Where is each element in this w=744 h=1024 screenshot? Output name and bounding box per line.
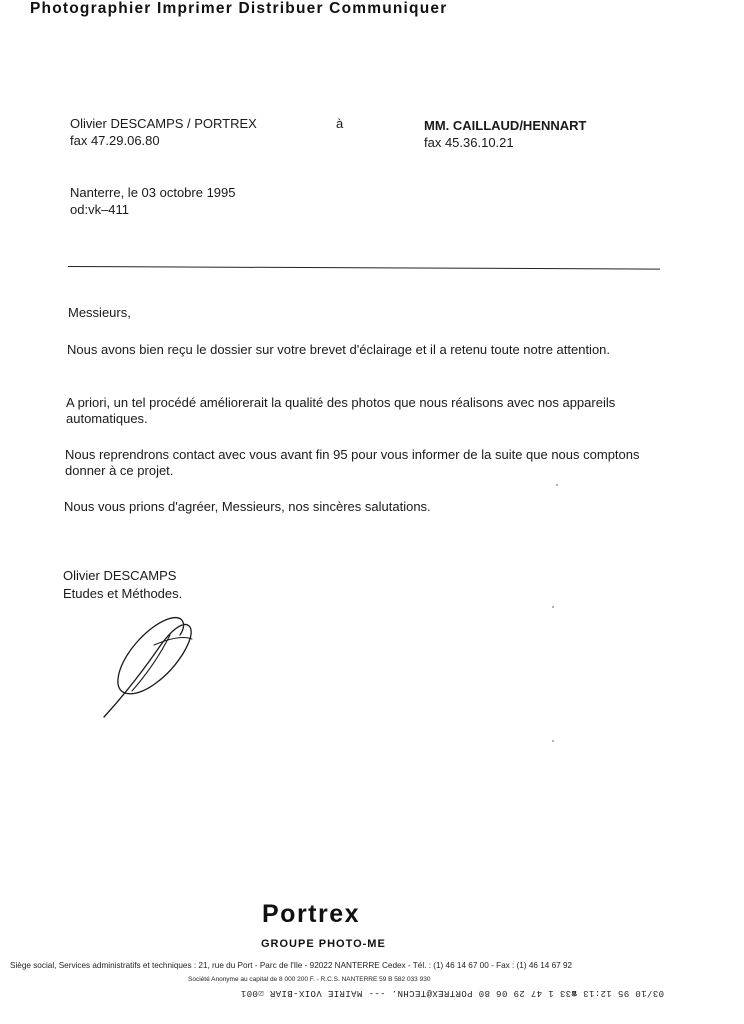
- recipient-fax: fax 45.36.10.21: [424, 135, 514, 150]
- portrex-logo: Portrex: [262, 900, 361, 928]
- fax-transmission-header: 03/10 95 12:13 ☎33 1 47 29 06 80 PORTREX@TECHN. --- MAIRIE VOIX-BIAR ☑001: [240, 988, 664, 998]
- group-name: GROUPE PHOTO-ME: [261, 938, 386, 950]
- separator-rule: [68, 266, 660, 270]
- recipient-name: MM. CAILLAUD/HENNART: [424, 118, 587, 133]
- speck: [552, 740, 554, 742]
- salutation: Messieurs,: [68, 305, 131, 320]
- paragraph-2: A priori, un tel procédé améliorerait la qualité des photos que nous réalisons avec nos appareils automatiques.: [66, 395, 616, 426]
- speck: [552, 606, 554, 608]
- footer-address: Siège social, Services administratifs et techniques : 21, rue du Port - Parc de l'Ile - 92022 NANTERRE Cedex - Tél. : (1) 46 14 67 00 - Fax : (1) 46 14 67 92: [10, 961, 573, 970]
- paragraph-4: Nous vous prions d'agréer, Messieurs, nos sincères salutations.: [64, 499, 431, 514]
- paragraph-1: Nous avons bien reçu le dossier sur votre brevet d'éclairage et il a retenu toute notre attention.: [67, 342, 611, 357]
- sender-fax: fax 47.29.06.80: [70, 133, 160, 148]
- signatory-name: Olivier DESCAMPS: [63, 568, 177, 583]
- handwritten-signature: [98, 605, 208, 725]
- paragraph-3: Nous reprendrons contact avec vous avant fin 95 pour vous informer de la suite que nous comptons donner à ce projet.: [65, 447, 640, 478]
- sender-name: Olivier DESCAMPS / PORTREX: [70, 116, 257, 131]
- letterhead-tagline: Photographier Imprimer Distribuer Communiquer: [30, 0, 448, 17]
- signatory-title: Etudes et Méthodes.: [63, 586, 183, 601]
- speck: [556, 484, 558, 486]
- to-marker: à: [336, 116, 344, 131]
- reference: od:vk–411: [70, 202, 130, 217]
- place-date: Nanterre, le 03 octobre 1995: [70, 185, 236, 200]
- footer-legal: Société Anonyme au capital de 8 000 200 F. - R.C.S. NANTERRE 59 B 582 033 930: [188, 976, 431, 983]
